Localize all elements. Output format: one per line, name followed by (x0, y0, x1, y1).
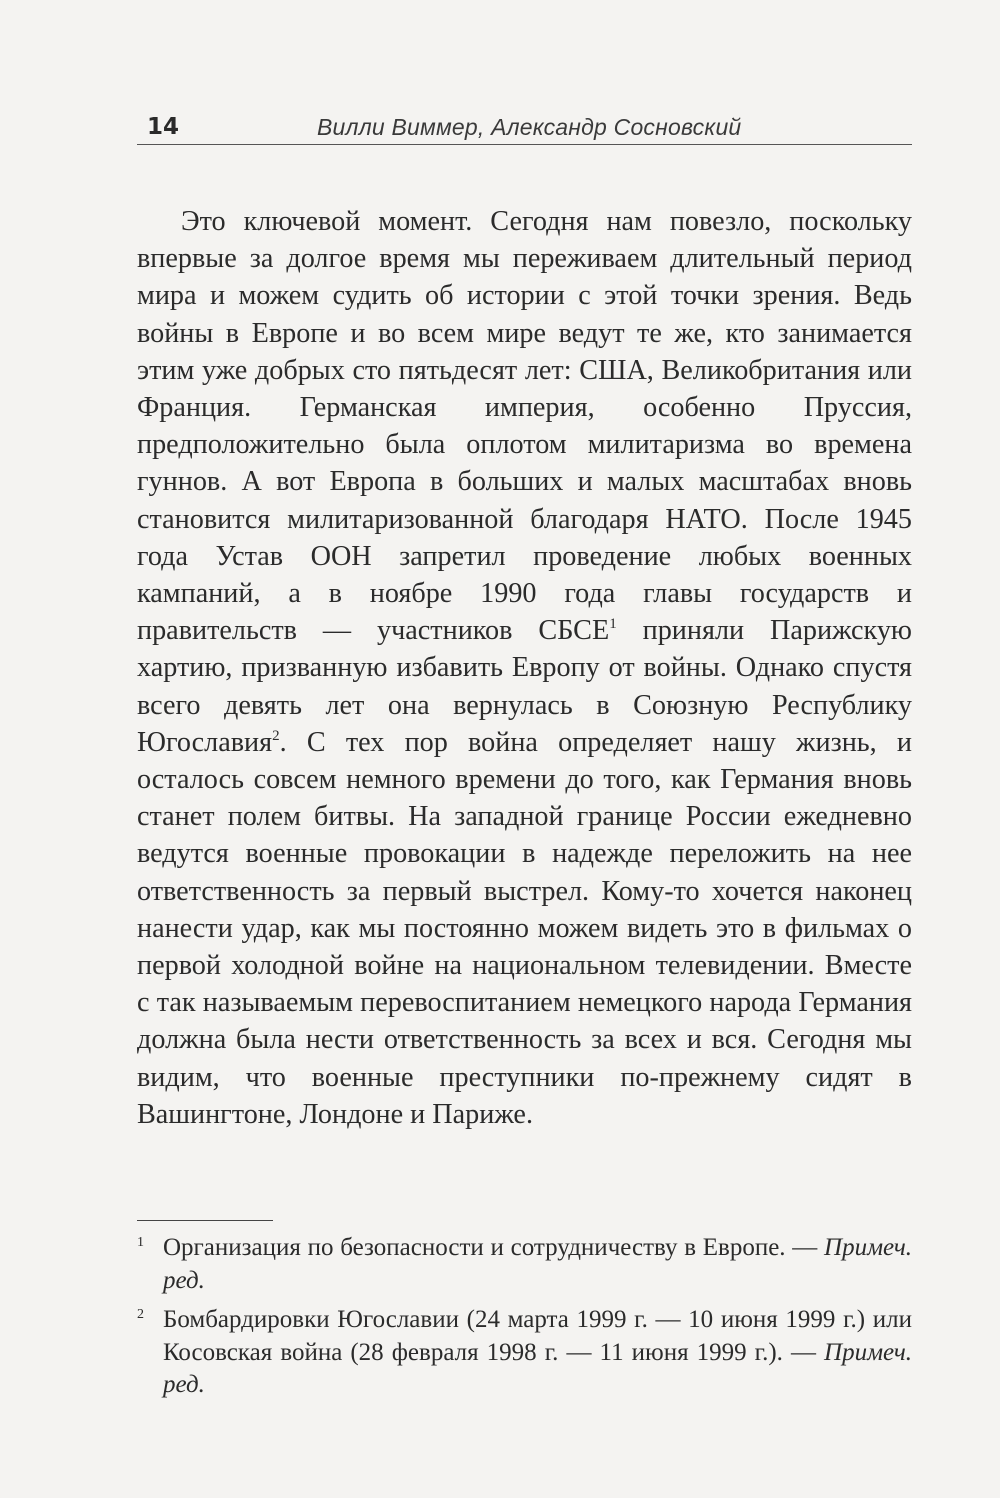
footnote-text: Бомбардировки Югославии (24 марта 1999 г. — 10 июня 1999 г.) или Косовская война (28 февраля 1998 г. — 11 июня 1999 г.). — (163, 1306, 912, 1366)
footnotes (137, 1232, 912, 1409)
footnote-ref-1: 1 (609, 616, 617, 633)
body-paragraph (137, 203, 912, 1133)
running-title: Вилли Виммер, Александр Сосновский (317, 114, 742, 140)
footnote-mark: 1 (137, 1235, 144, 1250)
page-number: 14 (147, 114, 180, 140)
running-header (137, 112, 912, 145)
footnote-mark: 2 (137, 1307, 144, 1322)
footnote-text: Организация по безопасности и сотрудничеству в Европе. — (163, 1234, 825, 1261)
footnote-ref-2: 2 (272, 727, 280, 744)
footnote-2 (137, 1304, 912, 1402)
footnote-editor-note: Примеч. ред. (163, 1338, 912, 1398)
body-text-part-1: Это ключевой момент. Сегодня нам повезло, поскольку впервые за долгое время мы переживаем длительный период мира и можем судить об истории с этой точки зрения. Ведь войны в Европе и во всем мире ведут те же, кто занимается этим уже добрых сто пятьдесят лет: США, Великобритания или Франция. Германская империя, особенно Пруссия, предположительно была оплотом милитаризма во времена гуннов. А вот Европа в больших и малых масштабах вновь становится милитаризованной благодаря НАТО. После 1945 года Устав ООН запретил проведение любых военных кампаний, а в ноябре 1990 года главы государств и правительств — участников СБСЕ (137, 206, 912, 647)
body-text-part-2: приняли Парижскую хартию, призванную избавить Европу от войны. Однако спустя всего девять лет она вернулась в Союзную Республику Югославия (137, 615, 912, 758)
body-text-part-3: . С тех пор война определяет нашу жизнь, и осталось совсем немного времени до того, как Германия вновь станет полем битвы. На западной границе России ежедневно ведутся военные провокации в надежде переложить на нее ответственность за первый выстрел. Кому-то хочется наконец нанести удар, как мы постоянно можем видеть это в фильмах о первой холодной войне на национальном телевидении. Вместе с так называемым перевоспитанием немецкого народа Германия должна была нести ответственность за всех и вся. Сегодня мы видим, что военные преступники по-прежнему сидят в Вашингтоне, Лондоне и Париже. (137, 726, 912, 1130)
footnote-editor-note: Примеч. ред. (163, 1234, 912, 1294)
footnote-1 (137, 1232, 912, 1297)
footnote-divider (137, 1220, 273, 1221)
